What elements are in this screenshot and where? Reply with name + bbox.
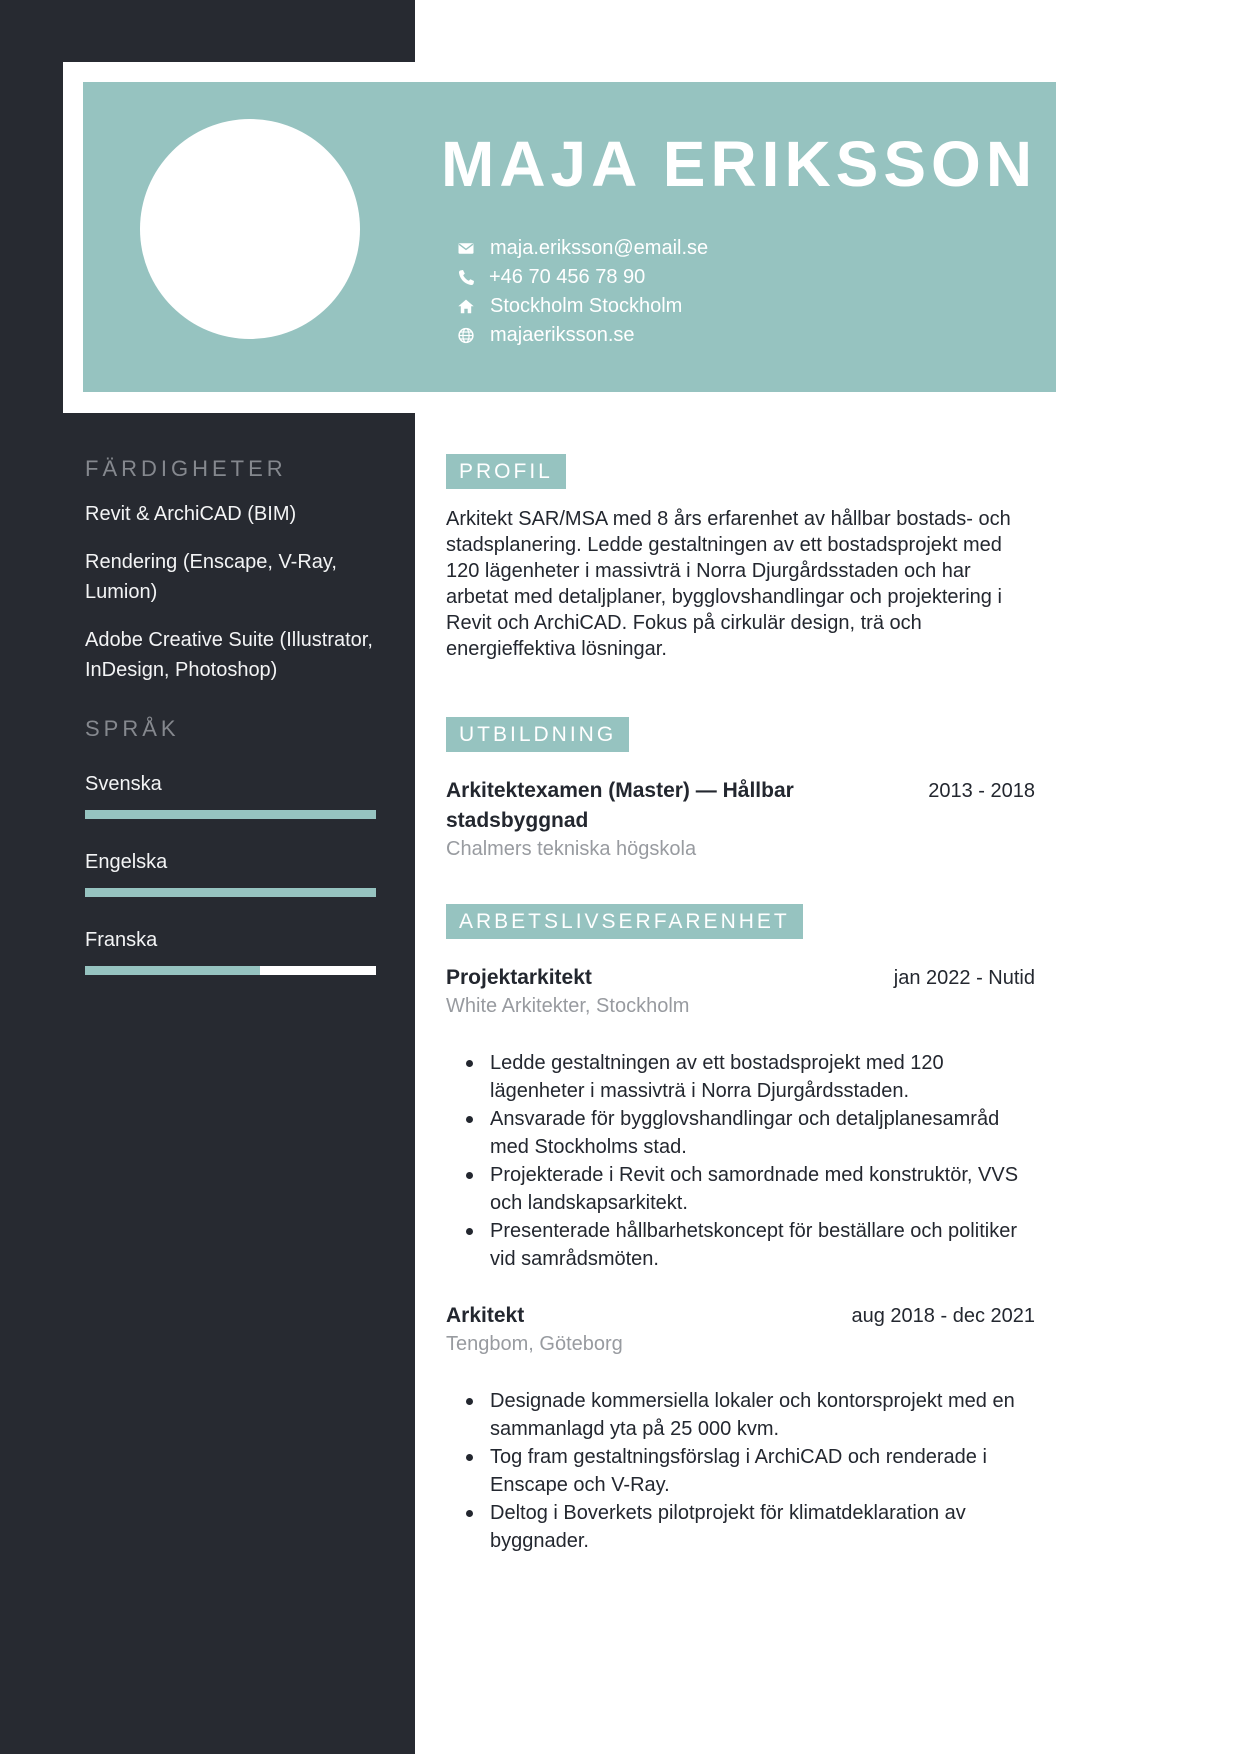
contact-list [457, 237, 708, 346]
job-entry [446, 1301, 1035, 1555]
left-edge-column [0, 0, 63, 1754]
bullet-item: Designade kommersiella lokaler och kontorsprojekt med en sammanlagd yta på 25 000 kvm. [446, 1387, 1035, 1443]
bullet-item: Projekterade i Revit och samordnade med konstruktör, VVS och landskapsarkitekt. [446, 1161, 1035, 1217]
job-bullet-list [446, 1049, 1035, 1273]
job-title: Projektarkitekt [446, 966, 592, 989]
bullet-item: Deltog i Boverkets pilotprojekt för klimatdeklaration av byggnader. [446, 1499, 1035, 1555]
language-level-fill [85, 888, 376, 897]
skill-item: Adobe Creative Suite (Illustrator, InDesign, Photoshop) [85, 629, 373, 681]
contact-website [457, 324, 708, 346]
contact-phone [457, 266, 708, 288]
skill-item: Revit & ArchiCAD (BIM) [85, 503, 297, 525]
home-icon [457, 298, 475, 315]
education-section-title: UTBILDNING [446, 717, 629, 752]
bullet-item: Ansvarade för bygglovshandlingar och detaljplanesamråd med Stockholms stad. [446, 1105, 1035, 1161]
language-level-bar [85, 966, 376, 975]
language-level-fill [85, 810, 376, 819]
job-entry [446, 963, 1035, 1273]
bullet-item: Ledde gestaltningen av ett bostadsprojekt med 120 lägenheter i massivträ i Norra Djurgårdsstaden. [446, 1049, 1035, 1105]
education-section [446, 717, 1035, 862]
language-item [85, 772, 377, 819]
main-content [446, 454, 1035, 1555]
skills-list [85, 499, 377, 685]
education-entry [446, 776, 1035, 862]
phone-icon [457, 269, 474, 286]
person-name: MAJA ERIKSSON [441, 128, 1038, 200]
bullet-item: Presenterade hållbarhetskoncept för beställare och politiker vid samrådsmöten. [446, 1217, 1035, 1273]
education-dates: 2013 - 2018 [928, 780, 1035, 802]
contact-location-text: Stockholm Stockholm [490, 294, 683, 317]
job-dates: jan 2022 - Nutid [893, 967, 1035, 989]
company-name: White Arkitekter, Stockholm [446, 995, 690, 1017]
language-name: Engelska [85, 851, 168, 873]
skills-heading: FÄRDIGHETER [85, 456, 287, 481]
language-name: Svenska [85, 773, 162, 795]
job-bullet-list [446, 1387, 1035, 1555]
language-level-fill [85, 966, 260, 975]
profile-text: Arkitekt SAR/MSA med 8 års erfarenhet av hållbar bostads- och stadsplanering. Ledde gestaltningen av ett bostadsprojekt med 120 lägenheter i massivträ i Norra Djurgårdsstaden och har arbetat med detaljplaner, bygglovshandlingar och projektering i Revit och ArchiCAD. Fokus på cirkulär design, trä och energieffektiva lösningar. [446, 508, 1011, 660]
globe-icon [457, 327, 475, 344]
email-icon [457, 240, 475, 257]
profile-section-title: PROFIL [446, 454, 566, 489]
degree-title: Arkitektexamen (Master) — Hållbar stadsbyggnad [446, 779, 794, 832]
language-level-bar [85, 888, 376, 897]
company-name: Tengbom, Göteborg [446, 1333, 623, 1355]
job-dates: aug 2018 - dec 2021 [851, 1305, 1035, 1327]
contact-website-text[interactable]: majaeriksson.se [490, 323, 635, 346]
language-level-bar [85, 810, 376, 819]
profile-photo-placeholder [140, 119, 360, 339]
contact-location [457, 295, 708, 317]
contact-phone-text: +46 70 456 78 90 [489, 265, 646, 288]
profile-section [446, 454, 1035, 662]
experience-section-title: ARBETSLIVSERFARENHET [446, 904, 803, 939]
language-name: Franska [85, 929, 158, 951]
school-name: Chalmers tekniska högskola [446, 838, 697, 860]
language-item [85, 850, 377, 897]
contact-email-text[interactable]: maja.eriksson@email.se [490, 236, 709, 259]
skill-item: Rendering (Enscape, V-Ray, Lumion) [85, 551, 337, 603]
bullet-item: Tog fram gestaltningsförslag i ArchiCAD och renderade i Enscape och V-Ray. [446, 1443, 1035, 1499]
experience-section [446, 904, 1035, 1555]
job-title: Arkitekt [446, 1304, 525, 1327]
language-item [85, 928, 377, 975]
languages-heading: SPRÅK [85, 716, 180, 741]
header-banner [83, 82, 1056, 392]
sidebar [63, 413, 415, 1754]
contact-email [457, 237, 708, 259]
